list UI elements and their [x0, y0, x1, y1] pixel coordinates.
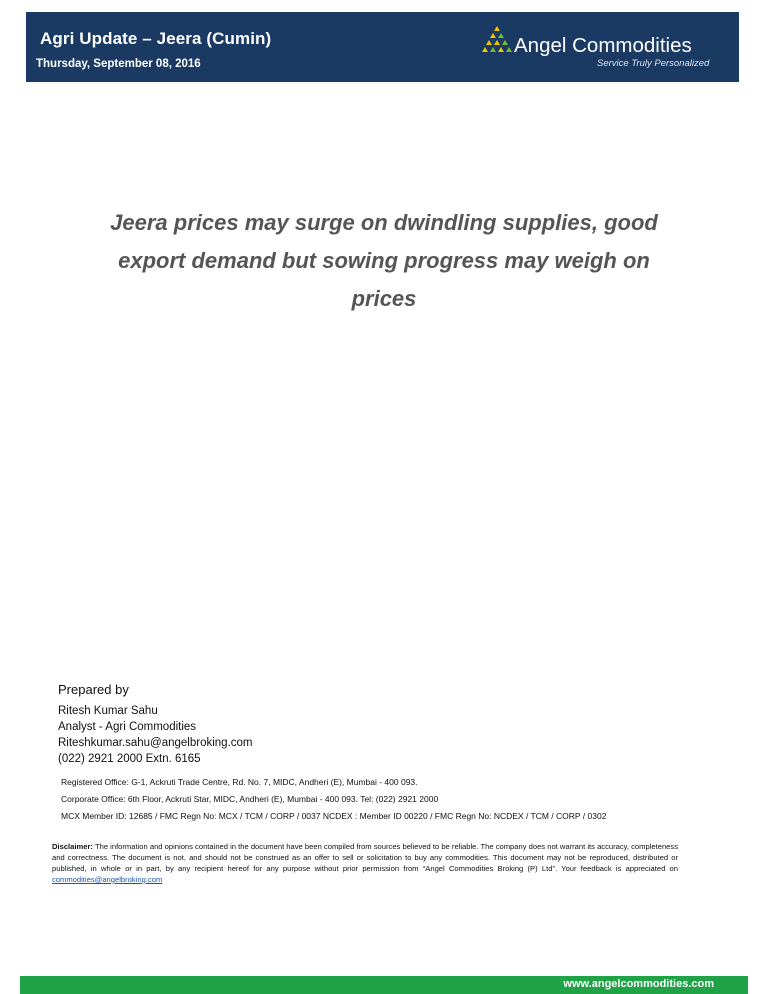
prepared-by-heading: Prepared by: [58, 682, 129, 697]
headline-line-2: export demand but sowing progress may weigh on: [118, 248, 650, 273]
headline-line-1: Jeera prices may surge on dwindling supplies, good: [110, 210, 658, 235]
disclaimer-text: The information and opinions contained in the document have been compiled from sources believed to be reliable. The company does not warrant its accuracy, completeness and correctness. The document is not, and should not be construed as an offer to sell or solicitation to buy any commodities. This document may not be reproduced, distributed or published, in whole or in part, by any recipient hereof for any purpose without prior permission from “Angel Commodities Broking (P) Ltd”. Your feedback is appreciated on: [52, 842, 678, 873]
report-date: Thursday, September 08, 2016: [36, 58, 201, 70]
membership-details: MCX Member ID: 12685 / FMC Regn No: MCX / TCM / CORP / 0037 NCDEX : Member ID 00220 / FMC Regn No: NCDEX / TCM / CORP / 0302: [61, 811, 607, 821]
office-details: [61, 774, 606, 825]
logo-tagline: Service Truly Personalized: [597, 58, 710, 69]
disclaimer: [52, 841, 678, 885]
disclaimer-label: Disclaimer:: [52, 842, 93, 851]
analyst-role: Analyst - Agri Commodities: [58, 721, 197, 733]
prepared-by-block: [58, 682, 253, 767]
corporate-office: Corporate Office: 6th Floor, Ackruti Star, MIDC, Andheri (E), Mumbai - 400 093. Tel: (022) 2921 2000: [61, 794, 439, 804]
headline-line-3: prices: [351, 286, 417, 311]
feedback-email-link[interactable]: commodities@angelbroking.com: [52, 875, 163, 884]
triangle-pyramid-logo-icon: [481, 24, 513, 54]
headline: [100, 204, 668, 318]
company-logo: [481, 24, 731, 74]
logo-name: Angel Commodities: [514, 34, 692, 57]
registered-office: Registered Office: G-1, Ackruti Trade Centre, Rd. No. 7, MIDC, Andheri (E), Mumbai - 400 093.: [61, 777, 418, 787]
header-banner: [26, 12, 739, 82]
report-title: Agri Update – Jeera (Cumin): [40, 29, 272, 48]
analyst-name: Ritesh Kumar Sahu: [58, 705, 158, 717]
analyst-phone: (022) 2921 2000 Extn. 6165: [58, 753, 201, 765]
analyst-email[interactable]: Riteshkumar.sahu@angelbroking.com: [58, 737, 253, 749]
website-link[interactable]: www.angelcommodities.com: [563, 978, 714, 990]
footer-bar: [20, 976, 748, 994]
